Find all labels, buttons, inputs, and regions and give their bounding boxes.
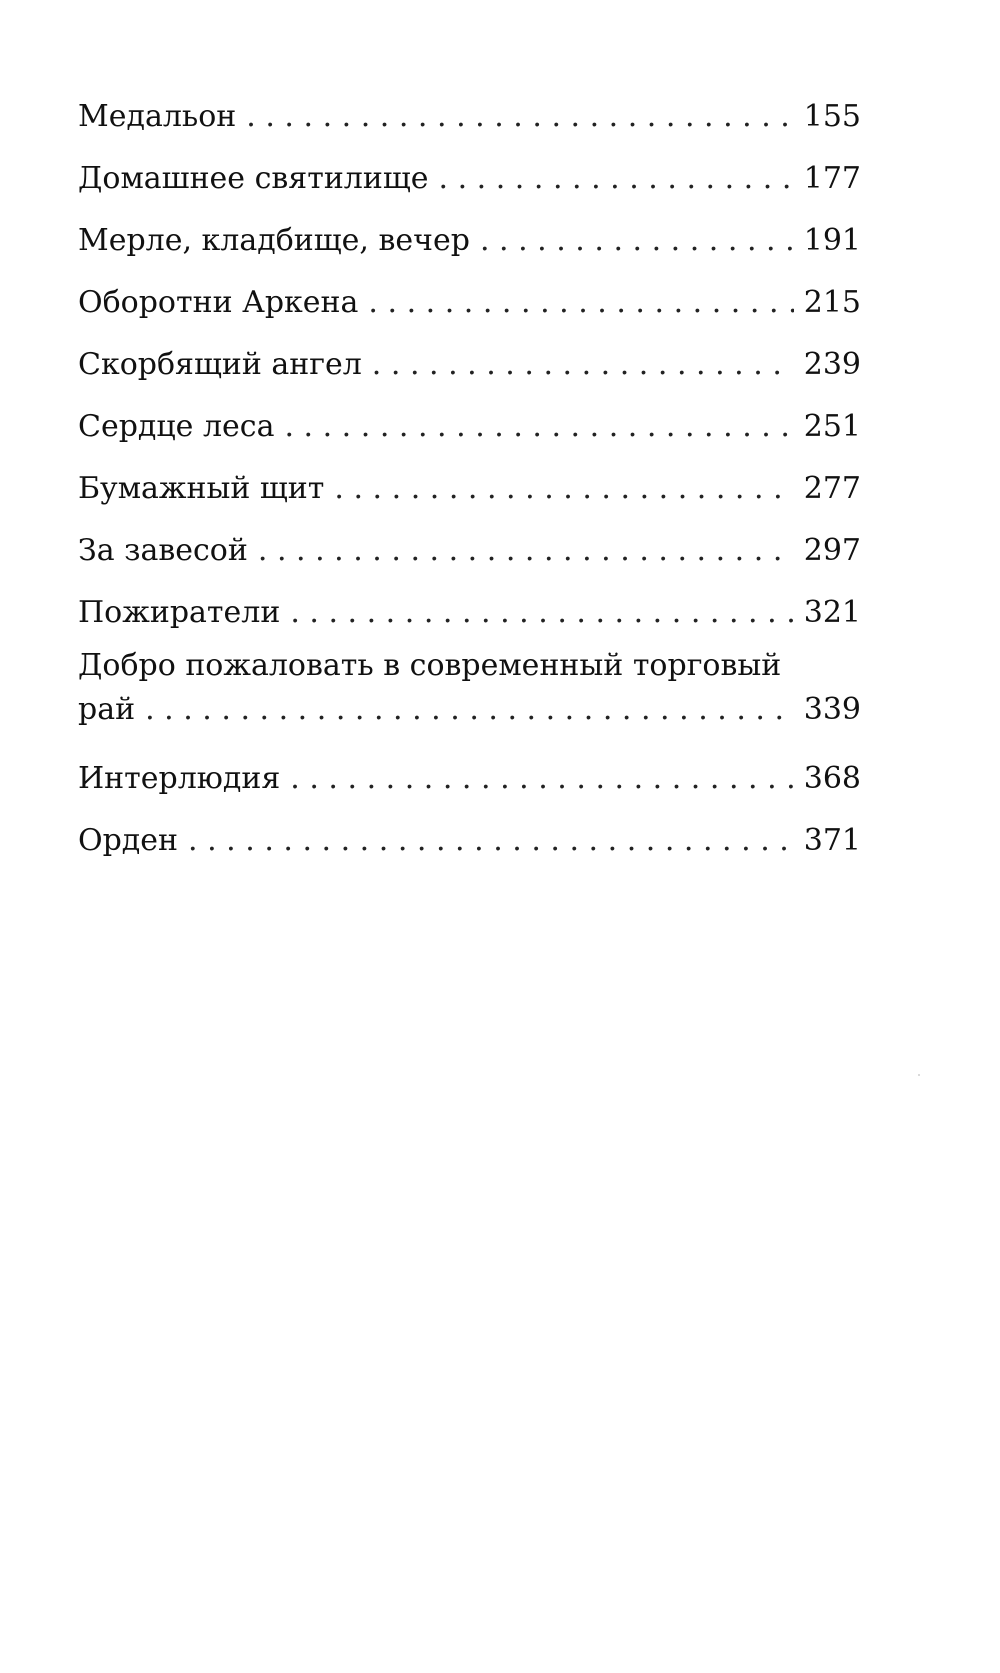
dot-leader [334, 458, 793, 520]
toc-entry[interactable] [78, 334, 861, 396]
toc-entry-page: 371 [803, 823, 861, 858]
dot-leader [290, 748, 793, 810]
dot-leader [480, 210, 794, 272]
toc-entry-title: Медальон [78, 99, 237, 134]
toc-entry-page: 277 [803, 471, 861, 506]
toc-entry[interactable] [78, 86, 861, 148]
toc-entry-page: 215 [803, 285, 861, 320]
toc-entry-title: За завесой [78, 533, 248, 568]
toc-entry[interactable] [78, 582, 861, 644]
dot-leader [372, 334, 794, 396]
toc-entry-title-line1: Добро пожаловать в современный торговый [78, 648, 782, 683]
toc-entry-title: Бумажный щит [78, 471, 325, 506]
toc-entry-page: 239 [803, 347, 861, 382]
toc-entry-title: Оборотни Аркена [78, 285, 359, 320]
toc-entry[interactable] [78, 520, 861, 582]
toc-entry-page: 368 [803, 761, 861, 796]
toc-entry-page: 321 [803, 595, 861, 630]
dot-leader [290, 582, 793, 644]
toc-entry[interactable] [78, 148, 861, 210]
toc-entry[interactable] [78, 644, 861, 748]
toc-entry-page: 251 [803, 409, 861, 444]
toc-entry-title: Домашнее святилище [78, 161, 429, 196]
toc-entry-title: Сердце леса [78, 409, 275, 444]
toc-entry-page: 177 [803, 161, 861, 196]
dot-leader [258, 520, 794, 582]
toc-entry-title-line2-row [78, 688, 861, 748]
scan-speck [918, 1074, 920, 1076]
toc-entry[interactable] [78, 810, 861, 872]
toc-entry[interactable] [78, 396, 861, 458]
toc-entry-page: 191 [803, 223, 861, 258]
dot-leader [188, 810, 794, 872]
toc-entry-title: Орден [78, 823, 179, 858]
dot-leader [284, 396, 793, 458]
toc-entry-title: Интерлюдия [78, 761, 281, 796]
toc-entry[interactable] [78, 210, 861, 272]
toc-entry[interactable] [78, 272, 861, 334]
toc-entry-page: 339 [803, 692, 861, 727]
toc-entry-title: Мерле, кладбище, вечер [78, 223, 470, 258]
toc-entry-title-line2: рай [78, 692, 136, 727]
toc-entry-title: Скорбящий ангел [78, 347, 362, 382]
dot-leader [145, 688, 794, 732]
dot-leader [368, 272, 793, 334]
dot-leader [246, 86, 793, 148]
toc-entry[interactable] [78, 748, 861, 810]
dot-leader [439, 148, 794, 210]
toc-entry[interactable] [78, 458, 861, 520]
table-of-contents [78, 86, 861, 872]
toc-entry-page: 155 [803, 99, 861, 134]
toc-entry-page: 297 [803, 533, 861, 568]
toc-entry-title: Пожиратели [78, 595, 281, 630]
